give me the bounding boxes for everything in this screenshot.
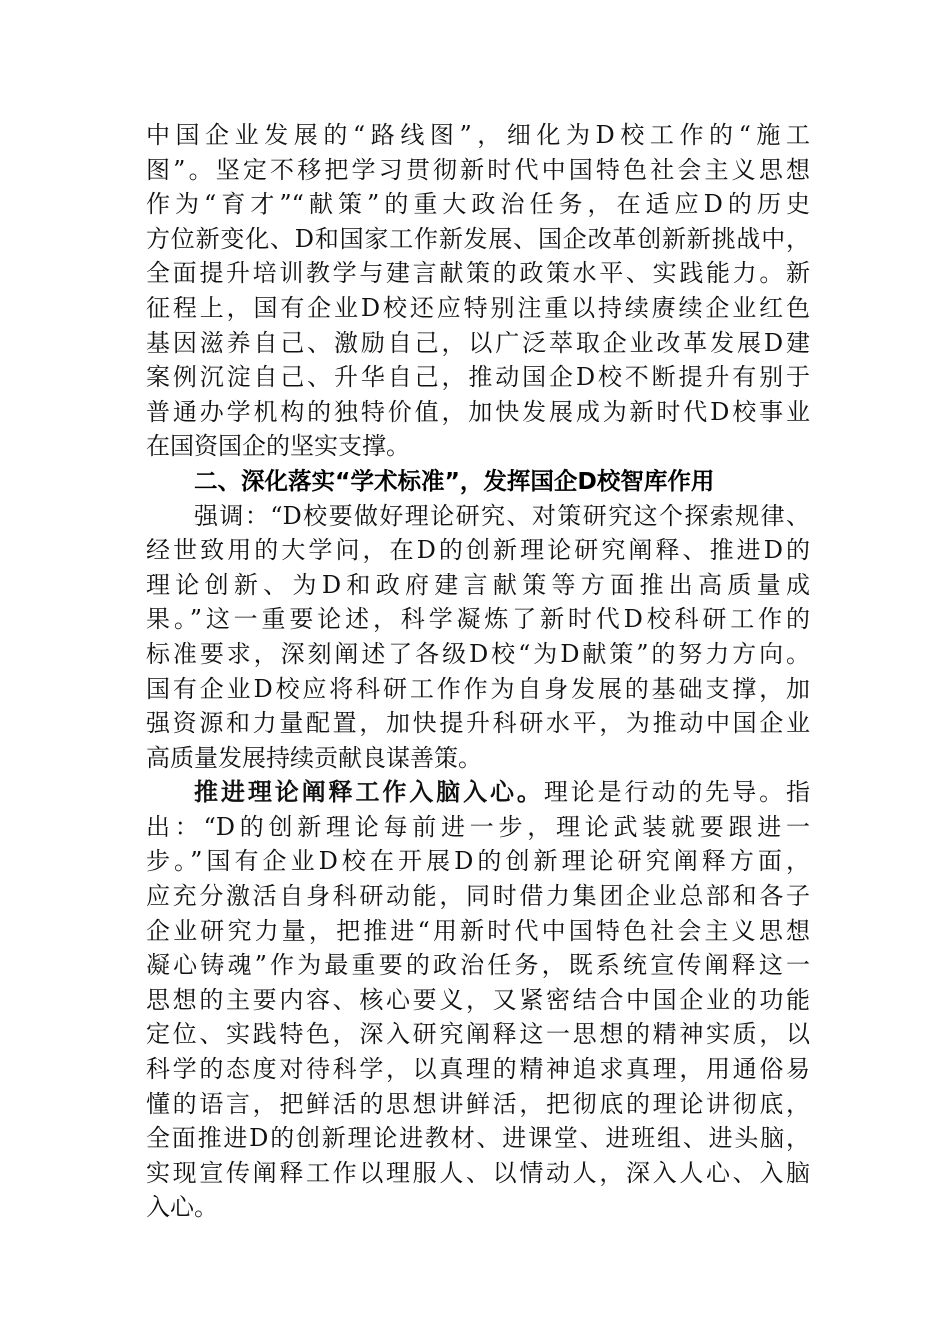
text-line: 定位、实践特色，深入研究阐释这一思想的精神实质，以 [146, 1020, 810, 1049]
text-line: 全面推进D的创新理论进教材、进课堂、进班组、进头脑， [146, 1124, 810, 1153]
paragraph-intro [146, 118, 810, 1225]
text-line: 思想的主要内容、核心要义，又紧密结合中国企业的功能 [146, 985, 810, 1014]
text-line: 经世致用的大学问，在D的创新理论研究阐释、推进D的 [146, 536, 810, 565]
text-line: 标准要求，深刻阐述了各级D校“为D献策”的努力方向。 [146, 639, 810, 668]
text-line: 图”。坚定不移把学习贯彻新时代中国特色社会主义思想 [146, 155, 810, 184]
text-line: 作为“育才”“献策”的重大政治任务，在适应D的历史 [146, 190, 810, 219]
text-line: 科学的态度对待科学，以真理的精神追求真理，用通俗易 [146, 1055, 810, 1084]
text-line: 案例沉淀自己、升华自己，推动国企D校不断提升有别于 [146, 363, 810, 392]
text-line [146, 775, 810, 810]
text-line: 在国资国企的坚实支撑。 [146, 432, 410, 461]
text-line: 入心。 [146, 1193, 218, 1222]
text-line: 应充分激活自身科研动能，同时借力集团企业总部和各子 [146, 882, 810, 911]
text-line: 普通办学机构的独特价值，加快发展成为新时代D校事业 [146, 397, 810, 426]
text-line: 出：“D的创新理论每前进一步，理论武装就要跟进一 [146, 812, 810, 841]
text-line-rest: 理论是行动的先导。指 [543, 778, 811, 807]
text-line: 懂的语言，把鲜活的思想讲鲜活，把彻底的理论讲彻底， [146, 1089, 810, 1118]
text-line: 方位新变化、D和国家工作新发展、国企改革创新新挑战中， [146, 224, 810, 253]
text-line: 强调：“D校要做好理论研究、对策研究这个探索规律、 [194, 501, 810, 530]
text-line: 企业研究力量，把推进“用新时代中国特色社会主义思想 [146, 916, 810, 945]
paragraph-lead: 推进理论阐释工作入脑入心。 [194, 777, 544, 807]
section-heading: 二、深化落实“学术标准”，发挥国企D校智库作用 [194, 466, 715, 495]
text-line: 高质量发展持续贡献良谋善策。 [146, 743, 482, 772]
text-line: 凝心铸魂”作为最重要的政治任务，既系统宣传阐释这一 [146, 951, 810, 980]
text-line: 中国企业发展的“路线图”，细化为D校工作的“施工 [146, 121, 810, 149]
text-line: 征程上，国有企业D校还应特别注重以持续赓续企业红色 [146, 293, 810, 322]
text-line: 强资源和力量配置，加快提升科研水平，为推动中国企业 [146, 709, 810, 738]
text-line: 全面提升培训教学与建言献策的政策水平、实践能力。新 [146, 259, 810, 288]
text-line: 基因滋养自己、激励自己，以广泛萃取企业改革发展D建 [146, 328, 810, 357]
text-line: 步。”国有企业D校在开展D的创新理论研究阐释方面， [146, 847, 810, 876]
text-line: 国有企业D校应将科研工作作为自身发展的基础支撑，加 [146, 674, 810, 703]
text-line: 理论创新、为D和政府建言献策等方面推出高质量成 [146, 570, 810, 599]
text-line: 果。”这一重要论述，科学凝炼了新时代D校科研工作的 [146, 605, 810, 634]
text-line: 实现宣传阐释工作以理服人、以情动人，深入人心、入脑 [146, 1158, 810, 1187]
